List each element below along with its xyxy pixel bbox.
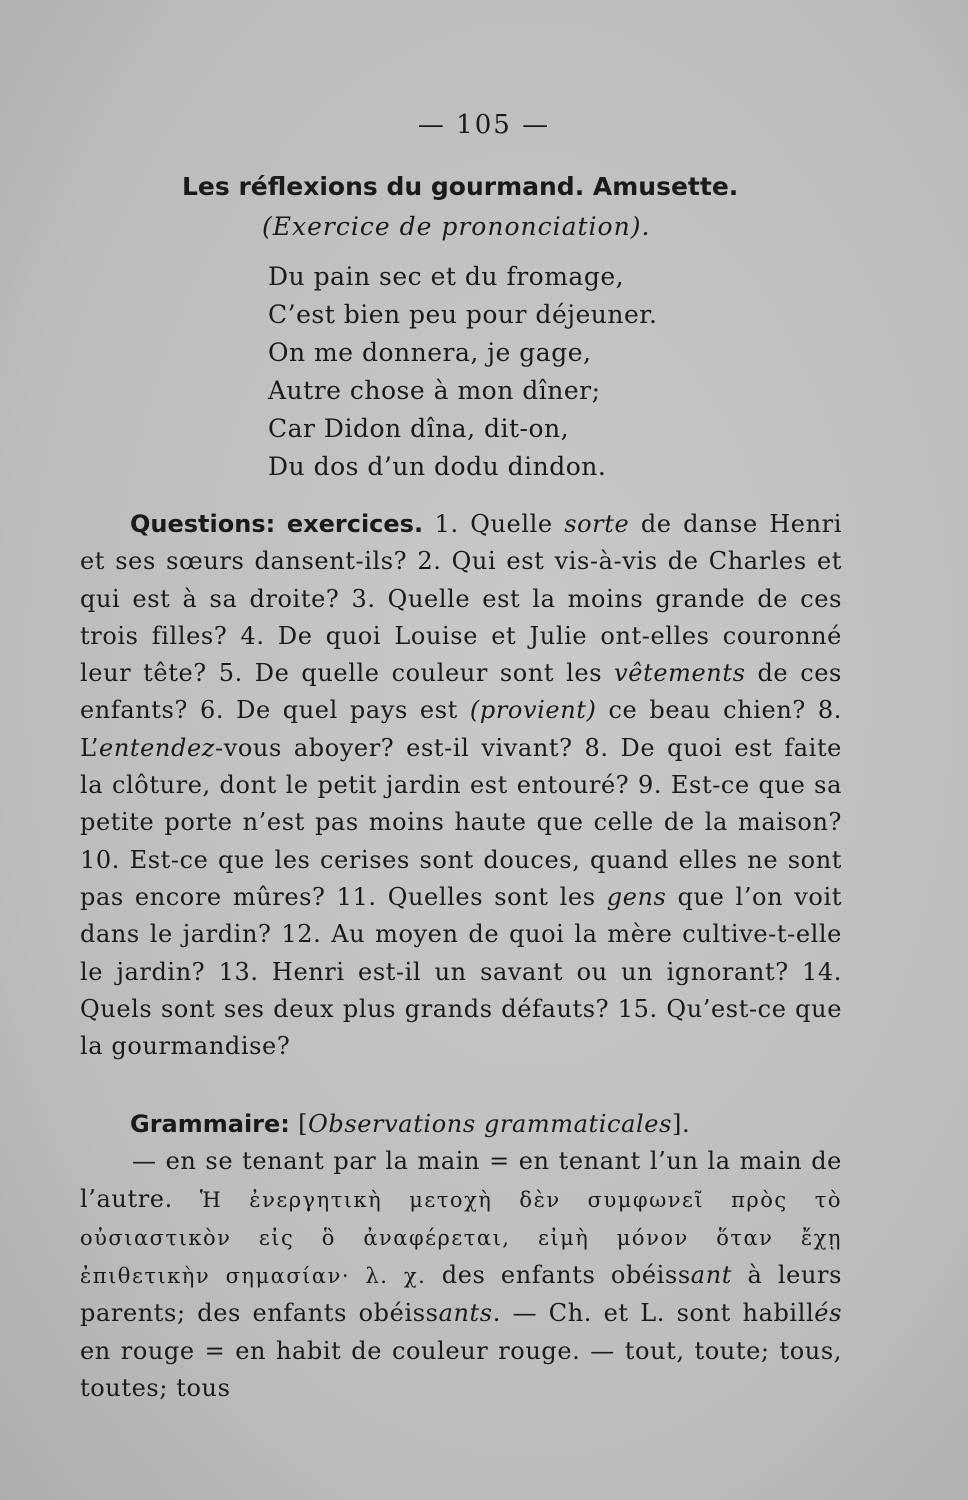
questions-italic: sorte	[564, 510, 630, 538]
grammar-italic: ant	[690, 1261, 733, 1290]
section-subtitle: (Exercice de prononciation).	[262, 212, 651, 241]
questions-italic: gens	[606, 882, 667, 911]
grammar-italic: ants	[438, 1299, 493, 1328]
grammar-text: . — Ch. et L. sont habill	[492, 1299, 815, 1328]
poem-line: Du dos d’un dodu dindon.	[268, 452, 607, 481]
poem-line: Autre chose à mon dîner;	[268, 376, 601, 405]
questions-heading: Questions: exercices.	[130, 510, 424, 538]
questions-paragraph	[80, 506, 842, 1065]
grammar-bracket: ].	[672, 1110, 691, 1138]
grammar-text: — en se tenant par la main = en tenant l’un la main de l’autre.	[80, 1147, 842, 1213]
poem-line: C’est bien peu pour déjeuner.	[268, 300, 658, 329]
questions-italic: vêtements	[614, 659, 746, 688]
questions-italic: entendez	[99, 733, 215, 762]
poem-line: On me donnera, je gage,	[268, 338, 592, 367]
questions-text: 1. Quelle	[423, 510, 565, 538]
poem-line: Du pain sec et du fromage,	[268, 262, 625, 291]
section-title: Les réflexions du gourmand. Amusette.	[182, 172, 739, 201]
grammar-text: en rouge = en habit de couleur rouge. — tout, toute; tous, toutes; tous	[80, 1336, 842, 1403]
poem-line: Car Didon dîna, dit-on,	[268, 414, 570, 443]
questions-text: de ces enfants? 6. De quel pays est	[80, 659, 842, 725]
grammar-paragraph	[80, 1106, 842, 1407]
questions-italic: (provient)	[469, 696, 597, 725]
grammar-greek-note: Ἡ ἐνεργητικὴ μετοχὴ δὲν συμφωνεῖ πρὸς τὸ οὐσιαστικὸν εἰς ὃ ἀναφέρεται, εἰμὴ μόνον ὅταν ἔχῃ ἐπιθετικὴν σημασίαν· λ. χ.	[80, 1187, 842, 1289]
questions-text: -vous aboyer? est-il vivant? 8. De quoi est faite la clôture, dont le petit jardin est entouré? 9. Est-ce que sa petite porte n’est pas moins haute que celle de la maison? 10. Est-ce que les cerises sont douces, quand elles ne sont pas encore mûres? 11. Quelles sont les	[80, 733, 842, 911]
grammar-text: à leurs parents; des enfants obéiss	[80, 1261, 843, 1328]
grammar-text: des enfants obéiss	[426, 1261, 691, 1290]
grammar-heading: Grammaire:	[130, 1110, 290, 1138]
grammar-italic: és	[814, 1299, 842, 1328]
poem	[268, 258, 868, 486]
questions-text: ce beau chien? 8. L’	[80, 696, 842, 762]
questions-text: que l’on voit dans le jardin? 12. Au moyen de quoi la mère cultive-t-elle le jardin? 13. Henri est-il un savant ou un ignorant? 14. Quels sont ses deux plus grands défauts? 15. Qu’est-ce que la gourmandise?	[80, 882, 842, 1061]
questions-text: de danse Henri et ses sœurs dansent-ils? 2. Qui est vis-à-vis de Charles et qui est à sa droite? 3. Quelle est la moins grande de ces trois filles? 4. De quoi Louise et Julie ont-elles couronné leur tête? 5. De quelle couleur sont les	[80, 510, 843, 688]
grammar-bracket: [	[289, 1110, 309, 1138]
grammar-heading-italic: Observations grammaticales	[308, 1110, 672, 1138]
page-number: — 105 —	[417, 110, 551, 140]
